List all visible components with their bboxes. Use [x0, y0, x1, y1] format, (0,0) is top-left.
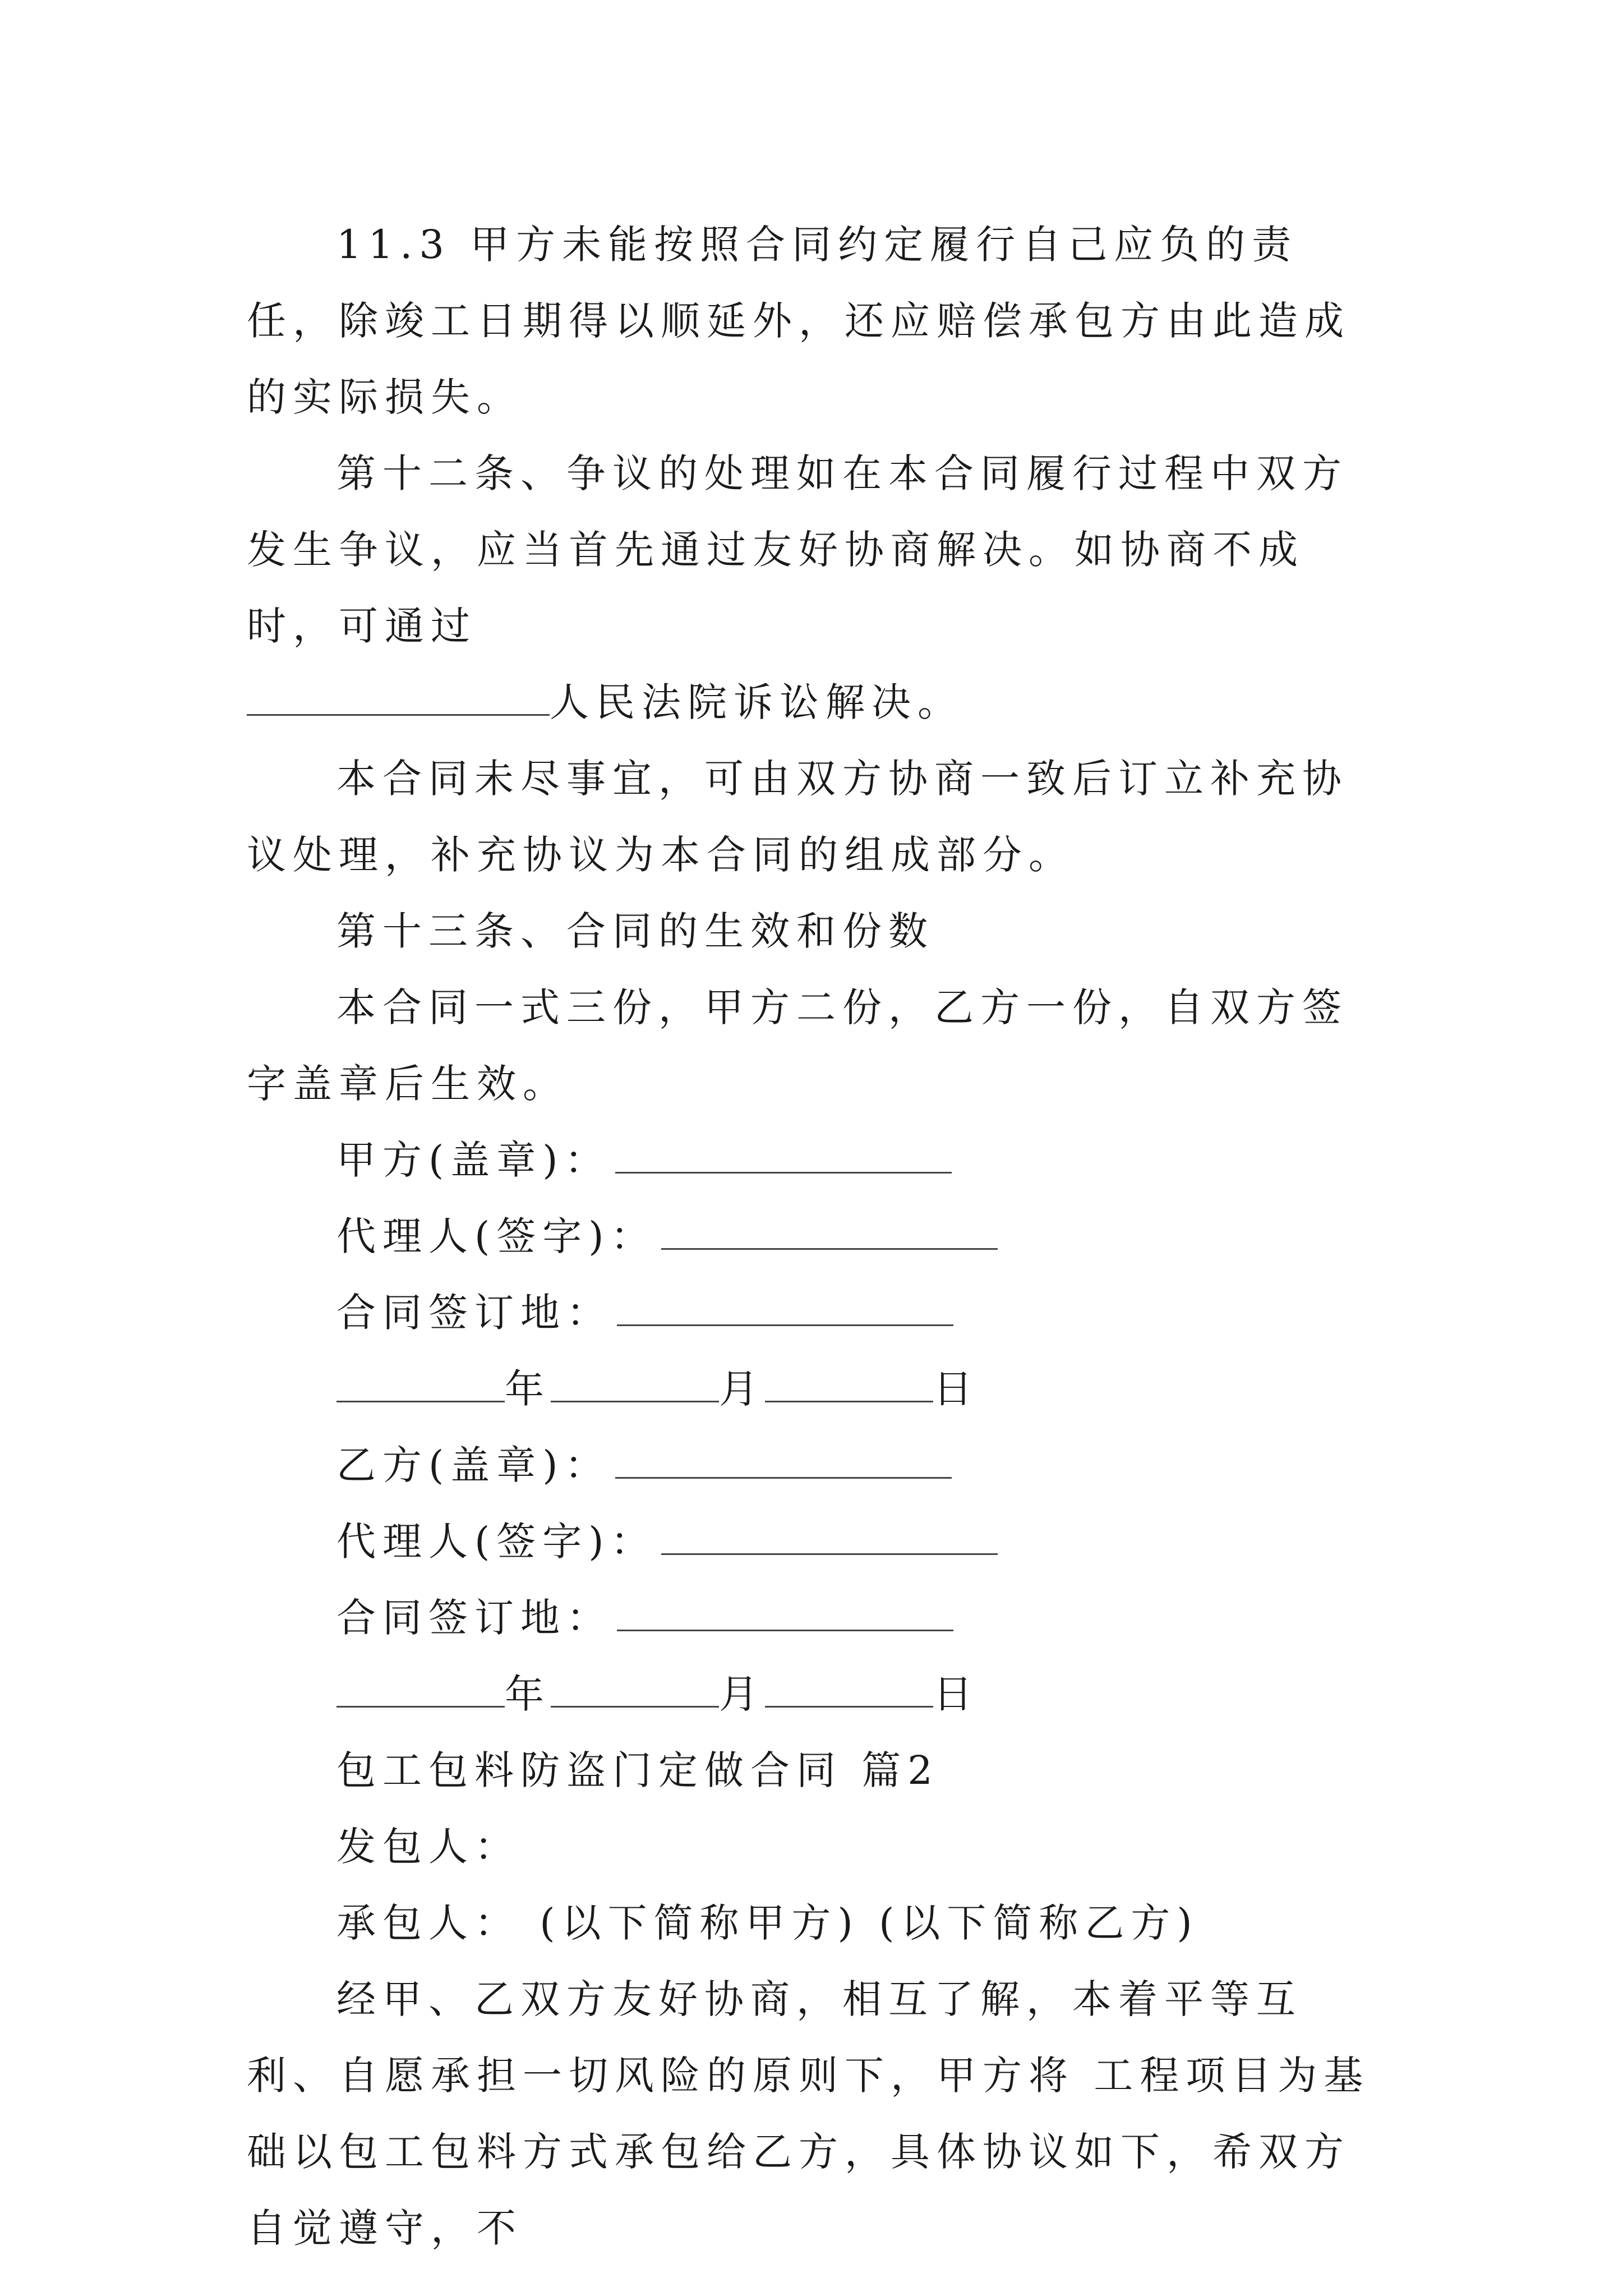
party-a-date-row — [247, 1351, 1385, 1427]
party-a-seal-row — [247, 1122, 1385, 1198]
supplement-clause: 本合同未尽事宜，可由双方协商一致后订立补充协议处理，补充协议为本合同的组成部分。 — [247, 756, 1348, 878]
party-b-year-blank — [336, 1670, 505, 1708]
party-a-year-label: 年 — [505, 1366, 551, 1412]
party-a-agent-blank — [661, 1212, 998, 1250]
party-a-month-blank — [551, 1365, 719, 1402]
party-a-agent-label: 代理人(签字)： — [336, 1213, 657, 1259]
party-a-day-label: 日 — [933, 1366, 979, 1412]
party-b-place-row — [247, 1580, 1385, 1656]
party-b-day-blank — [765, 1670, 933, 1708]
clause-11-3: 11.3 甲方未能按照合同约定履行自己应负的责任，除竣工日期得以顺延外，还应赔偿承包方由此造成的实际损失。 — [247, 222, 1350, 420]
party-b-month-label: 月 — [719, 1671, 765, 1717]
clause-12: 第十二条、争议的处理如在本合同履行过程中双方发生争议，应当首先通过友好协商解决。如协商不成时，可通过 — [247, 450, 1348, 649]
party-a-day-blank — [765, 1365, 933, 1402]
party-b-agent-row — [247, 1503, 1385, 1580]
party-b-month-blank — [551, 1670, 719, 1708]
party-b-agent-label: 代理人(签字)： — [336, 1519, 657, 1565]
clause-13-title: 第十三条、合同的生效和份数 — [336, 908, 934, 954]
party-b-seal-row — [247, 1427, 1385, 1503]
party-b-seal-label: 乙方(盖章)： — [336, 1442, 611, 1488]
contract-2-title: 包工包料防盗门定做合同 篇2 — [336, 1747, 939, 1793]
party-b-place-blank — [617, 1594, 953, 1631]
issuer-label: 发包人： — [336, 1824, 520, 1870]
clause-12-court-text: 人民法院诉讼解决。 — [550, 679, 963, 725]
document-body — [247, 206, 1385, 2266]
party-a-place-row — [247, 1274, 1385, 1351]
contractor-line: 承包人： (以下简称甲方) (以下简称乙方) — [336, 1900, 1199, 1946]
clause-13-body: 本合同一式三份，甲方二份，乙方一份，自双方签字盖章后生效。 — [247, 984, 1348, 1107]
party-a-year-blank — [336, 1365, 505, 1402]
clause-12-court-line — [247, 664, 1385, 740]
party-b-day-label: 日 — [933, 1671, 979, 1717]
party-b-date-row — [247, 1656, 1385, 1732]
party-b-agent-blank — [661, 1517, 998, 1555]
party-b-year-label: 年 — [505, 1671, 551, 1717]
court-blank — [247, 678, 550, 716]
closing-paragraph: 经甲、乙双方友好协商，相互了解，本着平等互利、自愿承担一切风险的原则下，甲方将 工程项目为基础以包工包料方式承包给乙方，具体协议如下，希双方自觉遵守，不 — [247, 1976, 1370, 2251]
party-b-place-label: 合同签订地： — [336, 1595, 612, 1641]
party-a-place-blank — [617, 1289, 953, 1326]
party-a-place-label: 合同签订地： — [336, 1290, 612, 1336]
party-a-agent-row — [247, 1198, 1385, 1274]
party-a-month-label: 月 — [719, 1366, 765, 1412]
party-b-seal-blank — [615, 1441, 952, 1479]
party-a-seal-label: 甲方(盖章)： — [336, 1137, 611, 1183]
party-a-seal-blank — [615, 1136, 952, 1174]
